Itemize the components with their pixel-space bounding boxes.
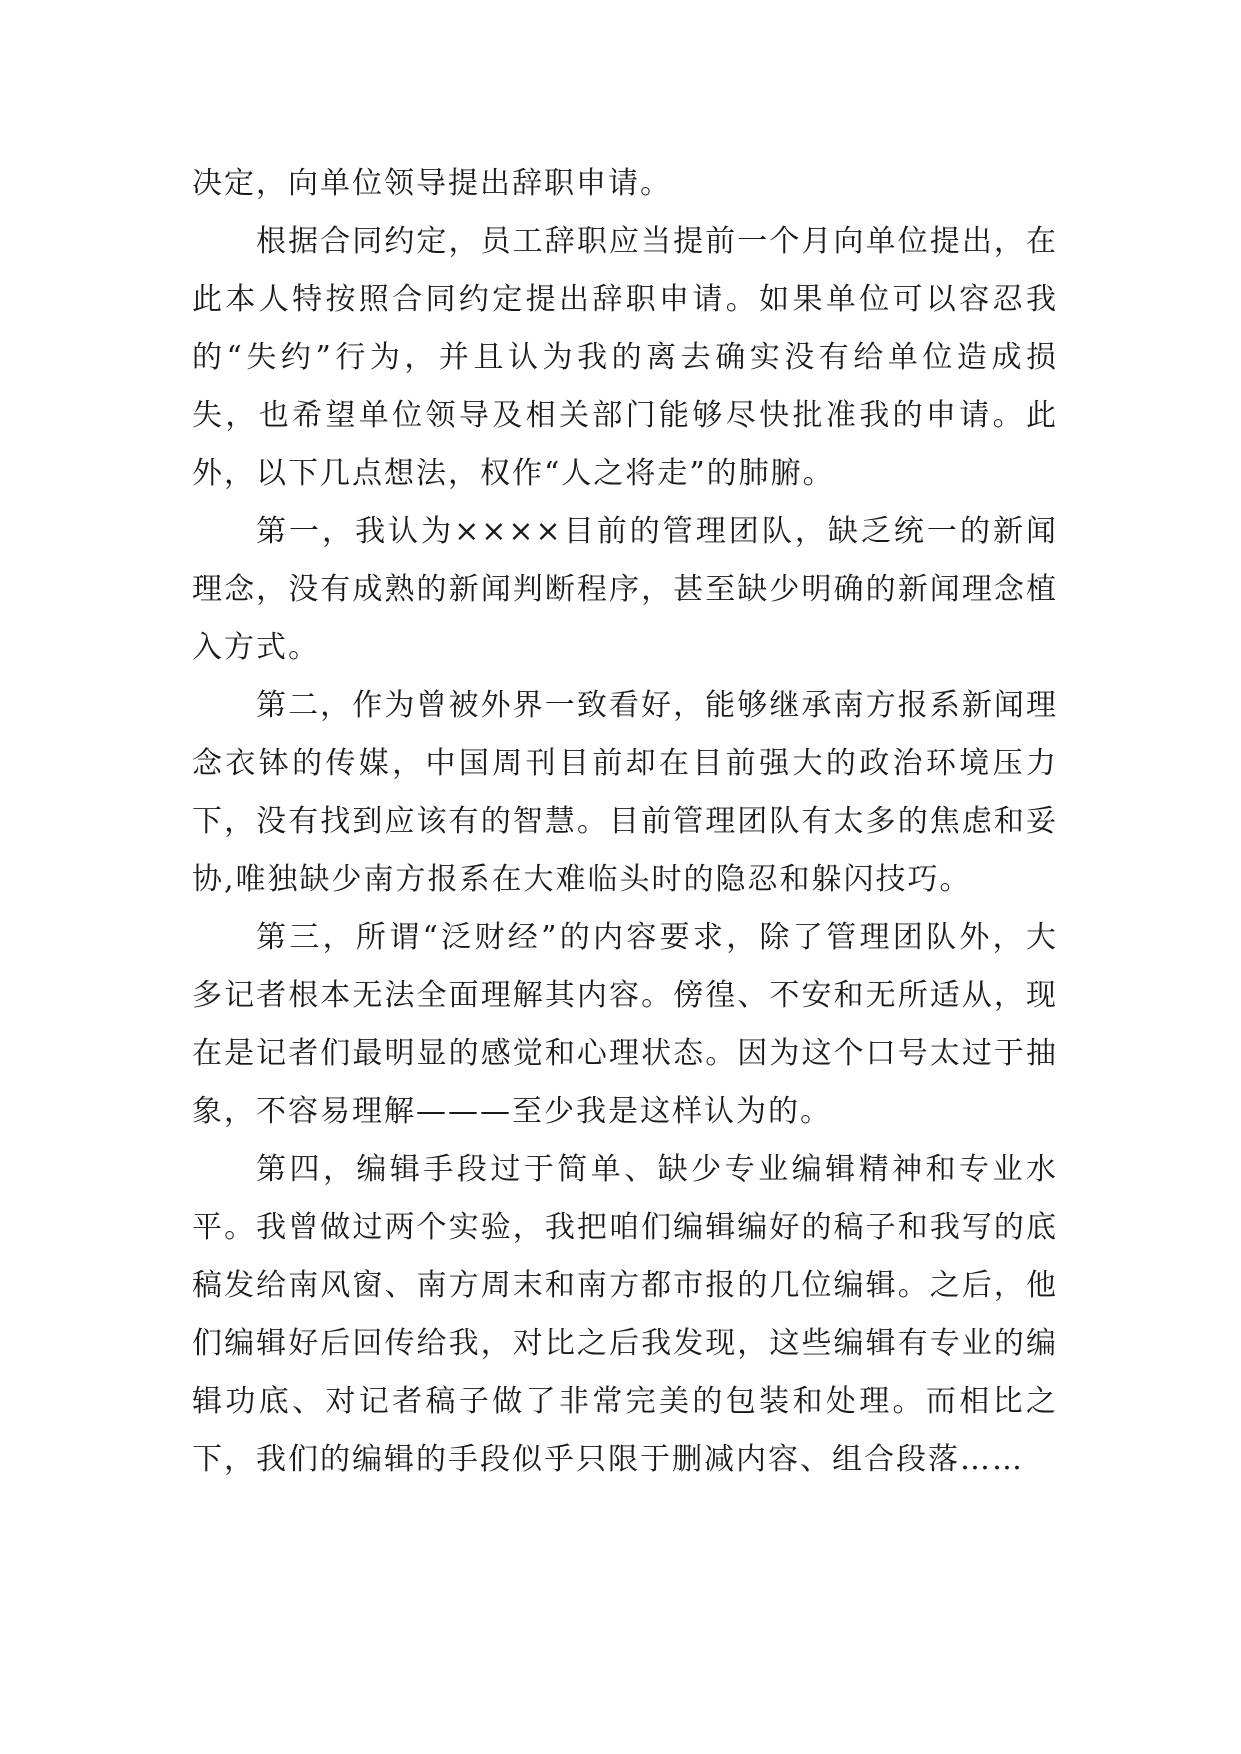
paragraph-contract-notice: 根据合同约定，员工辞职应当提前一个月向单位提出，在此本人特按照合同约定提出辞职申请。如果单位可以容忍我的“失约”行为，并且认为我的离去确实没有给单位造成损失，也希望单位领导及相关部门能够尽快批准我的申请。此外，以下几点想法，权作“人之将走”的肺腑。 [192,224,1058,491]
paragraph-point-one: 第一，我认为××××目前的管理团队，缺乏统一的新闻理念，没有成熟的新闻判断程序，甚至缺少明确的新闻理念植入方式。 [192,514,1058,665]
paragraph-point-four: 第四，编辑手段过于简单、缺少专业编辑精神和专业水平。我曾做过两个实验，我把咱们编辑编好的稿子和我写的底稿发给南风窗、南方周末和南方都市报的几位编辑。之后，他们编辑好后回传给我，对比之后我发现，这些编辑有专业的编辑功底、对记者稿子做了非常完美的包装和处理。而相比之下，我们的编辑的手段似乎只限于删减内容、组合段落…… [192,1152,1058,1477]
paragraph-continued: 决定，向单位领导提出辞职申请。 [192,166,672,201]
paragraph-point-three: 第三，所谓“泛财经”的内容要求，除了管理团队外，大多记者根本无法全面理解其内容。傍徨、不安和无所适从，现在是记者们最明显的感觉和心理状态。因为这个口号太过于抽象，不容易理解———至少我是这样认为的。 [192,920,1058,1129]
document-body [192,155,1058,1489]
paragraph-point-two: 第二，作为曾被外界一致看好，能够继承南方报系新闻理念衣钵的传媒，中国周刊目前却在目前强大的政治环境压力下，没有找到应该有的智慧。目前管理团队有太多的焦虑和妥协,唯独缺少南方报系在大难临头时的隐忍和躲闪技巧。 [192,688,1058,897]
